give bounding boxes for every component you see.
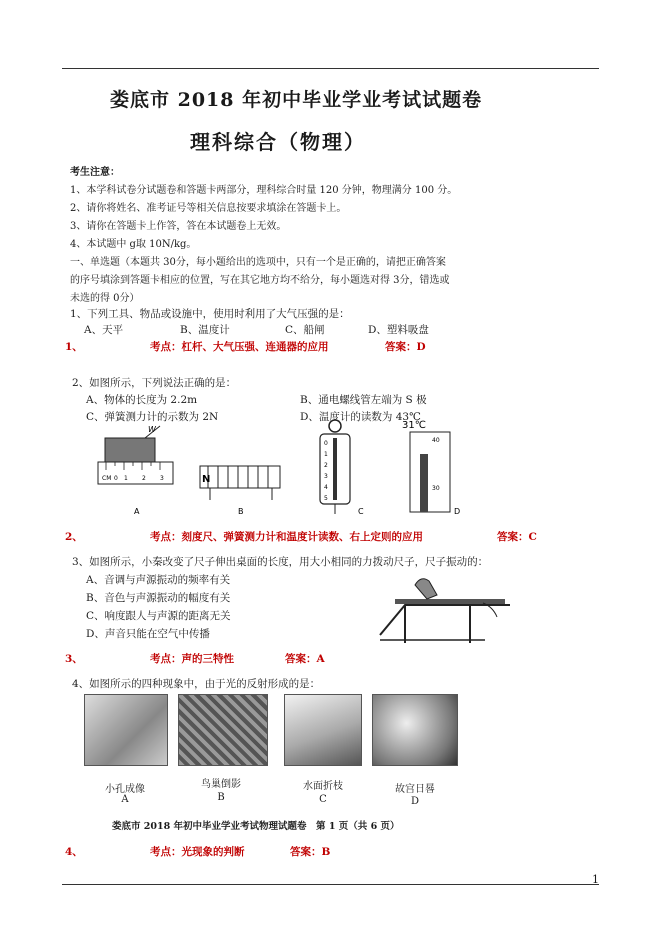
q1-option-c: C、船闸 xyxy=(285,324,325,336)
ruler-unit: CM xyxy=(102,475,112,482)
q1-number: 1、 xyxy=(65,341,83,353)
q4-analysis: 考点：光现象的判断 xyxy=(150,846,245,858)
q3-option-c: C、响度跟人与声源的距离无关 xyxy=(86,610,231,622)
q1-stem: 1、下列工具、物品或设施中，使用时利用了大气压强的是： xyxy=(70,308,350,320)
bottom-rule xyxy=(62,884,599,885)
q2-fig-label-d: D xyxy=(454,507,461,516)
spring-tick: 2 xyxy=(324,462,328,469)
q2-option-b: B、通电螺线管左端为 S 极 xyxy=(300,394,427,406)
q1-analysis: 考点：杠杆、大气压强、连通器的应用 xyxy=(150,341,329,353)
q2-stem: 2、如图所示，下列说法正确的是： xyxy=(72,377,237,389)
q1-answer: 答案：D xyxy=(385,341,426,353)
pinhole-imaging-photo xyxy=(84,694,168,766)
q2-fig-label-b: B xyxy=(238,507,244,516)
top-rule xyxy=(62,68,599,69)
q3-answer: 答案：A xyxy=(285,653,325,665)
bent-branch-photo xyxy=(284,694,362,766)
q3-option-b: B、音色与声源振动的幅度有关 xyxy=(86,592,231,604)
section-heading-line2: 的序号填涂到答题卡相应的位置，写在其它地方均不给分，每小题选对得 3分，错选或 xyxy=(70,275,450,286)
solenoid-figure xyxy=(200,466,280,500)
q4-caption-b: 鸟巢倒影 xyxy=(201,779,241,790)
q2-option-d: D、温度计的读数为 43℃ xyxy=(300,411,421,423)
q1-option-d: D、塑料吸盘 xyxy=(368,324,429,336)
thermometer-handwritten-note: 31℃ xyxy=(402,420,426,431)
scan-page-footer: 娄底市 2018 年初中毕业学业考试物理试题卷 第 1 页（共 6 页） xyxy=(112,821,400,832)
q3-number: 3、 xyxy=(65,653,83,665)
q2-analysis: 考点：刻度尺、弹簧测力计和温度计读数、右上定则的应用 xyxy=(150,531,423,543)
q2-fig-label-c: C xyxy=(358,507,364,516)
q2-option-c: C、弹簧测力计的示数为 2N xyxy=(86,411,219,423)
q4-caption-c: 水面折枝 xyxy=(303,781,343,792)
ruler-tick: 0 xyxy=(114,475,118,482)
spring-tick: 5 xyxy=(324,495,328,502)
spring-scale-figure xyxy=(320,420,350,514)
section-heading: 一、单选题（本题共 30分，每小题给出的选项中，只有一个是正确的，请把正确答案 xyxy=(70,257,446,268)
solenoid-pole-label: N xyxy=(202,474,211,485)
notice-item: 4、本试题中 g取 10N/kg。 xyxy=(70,239,197,250)
q2-fig-label-a: A xyxy=(134,507,140,516)
q4-number: 4、 xyxy=(65,846,83,858)
bird-nest-reflection-photo xyxy=(178,694,268,766)
q4-letter-b: B xyxy=(217,792,225,803)
q3-figure-ruler-on-table xyxy=(375,565,515,645)
q4-letter-d: D xyxy=(410,796,420,807)
q4-stem: 4、如图所示的四种现象中，由于光的反射形成的是： xyxy=(72,678,321,690)
q4-letter-a: A xyxy=(121,794,129,805)
page-number: 1 xyxy=(592,873,599,886)
notice-heading: 考生注意： xyxy=(70,167,120,178)
spring-tick: 0 xyxy=(324,440,328,447)
q1-option-b: B、温度计 xyxy=(180,324,230,336)
ruler-tick: 1 xyxy=(124,475,128,482)
spring-tick: 3 xyxy=(324,473,328,480)
notice-item: 2、请你将姓名、准考证号等相关信息按要求填涂在答题卡上。 xyxy=(70,203,347,214)
exam-subtitle: 理科综合（物理） xyxy=(190,130,366,154)
sundial-photo xyxy=(372,694,458,766)
spring-tick: 1 xyxy=(324,451,328,458)
notice-item: 3、请你在答题卡上作答，答在本试题卷上无效。 xyxy=(70,221,287,232)
thermometer-tick: 40 xyxy=(432,437,440,444)
ruler-figure xyxy=(98,425,173,484)
exam-title: 娄底市 2018 年初中毕业学业考试试题卷 xyxy=(110,89,483,111)
q3-stem: 3、如图所示，小秦改变了尺子伸出桌面的长度，用大小相同的力拨动尺子，尺子振动的： xyxy=(72,556,489,568)
q3-option-d: D、声音只能在空气中传播 xyxy=(86,628,210,640)
notice-item: 1、本学科试卷分试题卷和答题卡两部分，理科综合时量 120 分钟，物理满分 100 分。 xyxy=(70,185,458,196)
q2-number: 2、 xyxy=(65,531,83,543)
q4-answer: 答案：B xyxy=(290,846,331,858)
ruler-tick: 2 xyxy=(142,475,146,482)
q2-figures xyxy=(90,418,490,518)
section-heading-line3: 未选的得 0分） xyxy=(70,293,140,304)
ruler-figure-mark: W xyxy=(148,425,156,434)
q4-caption-d: 故宫日晷 xyxy=(395,784,435,795)
ruler-tick: 3 xyxy=(160,475,164,482)
q4-caption-a: 小孔成像 xyxy=(105,784,145,795)
q2-answer: 答案：C xyxy=(497,531,537,543)
spring-tick: 4 xyxy=(324,484,328,491)
q3-option-a: A、音调与声源振动的频率有关 xyxy=(86,574,231,586)
q3-analysis: 考点：声的三特性 xyxy=(150,653,234,665)
thermometer-tick: 30 xyxy=(432,485,440,492)
q2-option-a: A、物体的长度为 2.2m xyxy=(86,394,198,406)
q4-letter-c: C xyxy=(319,794,327,805)
thermometer-figure xyxy=(402,420,450,512)
q1-option-a: A、天平 xyxy=(84,324,124,336)
